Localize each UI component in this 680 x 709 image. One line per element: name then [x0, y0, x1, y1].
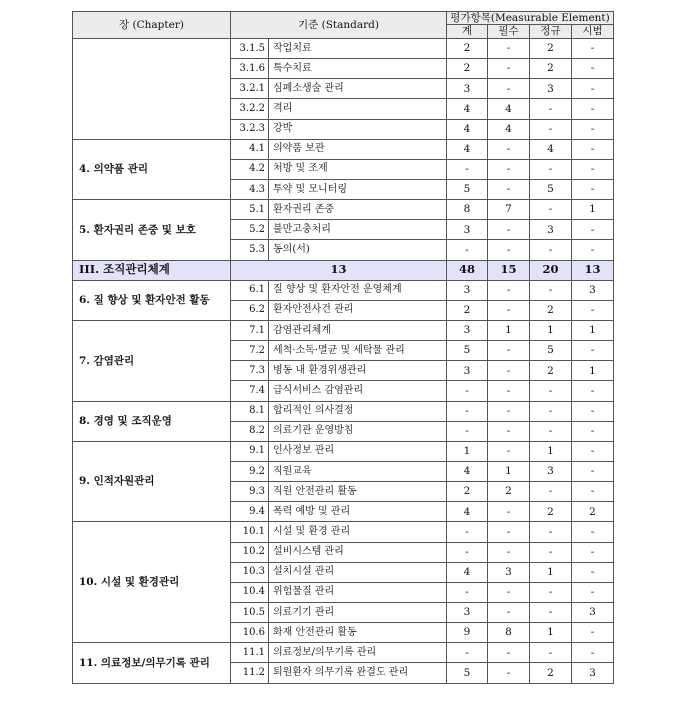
value-pilot: -	[572, 401, 614, 421]
value-total: -	[447, 381, 488, 401]
standard-code: 5.2	[231, 220, 269, 240]
standard-code: 10.1	[231, 522, 269, 542]
value-required: -	[488, 643, 530, 663]
value-total: 4	[447, 502, 488, 522]
value-regular: 3	[530, 79, 572, 99]
table-row	[73, 441, 614, 461]
value-required: 4	[488, 99, 530, 119]
standard-name: 위험물질 관리	[269, 582, 447, 602]
value-regular: -	[530, 582, 572, 602]
value-regular: -	[530, 240, 572, 260]
value-pilot: 2	[572, 502, 614, 522]
value-pilot: -	[572, 522, 614, 542]
value-required: -	[488, 421, 530, 441]
standard-code: 3.1.6	[231, 59, 269, 79]
standard-name: 설치시설 관리	[269, 562, 447, 582]
value-pilot: -	[572, 39, 614, 59]
value-total: 1	[447, 441, 488, 461]
value-total: 9	[447, 623, 488, 643]
value-total: 4	[447, 461, 488, 481]
standard-code: 3.2.3	[231, 119, 269, 139]
standard-code: 8.1	[231, 401, 269, 421]
standard-name: 의약품 보관	[269, 139, 447, 159]
value-regular: -	[530, 401, 572, 421]
standard-name: 작업치료	[269, 39, 447, 59]
standard-name: 불만고충처리	[269, 220, 447, 240]
value-pilot: -	[572, 300, 614, 320]
value-regular: 2	[530, 300, 572, 320]
standard-code: 9.4	[231, 502, 269, 522]
value-total: -	[447, 159, 488, 179]
value-regular: 2	[530, 59, 572, 79]
standard-name: 직원교육	[269, 461, 447, 481]
section-row	[73, 260, 614, 280]
standard-name: 환자안전사건 관리	[269, 300, 447, 320]
section-value: 13	[572, 260, 614, 280]
section-standard-count: 13	[231, 260, 447, 280]
value-total: 5	[447, 179, 488, 199]
value-required: -	[488, 663, 530, 683]
table-row	[73, 401, 614, 421]
section-value: 20	[530, 260, 572, 280]
value-pilot: -	[572, 179, 614, 199]
value-required: -	[488, 542, 530, 562]
value-pilot: -	[572, 582, 614, 602]
value-required: -	[488, 159, 530, 179]
standard-name: 세척·소독·멸균 및 세탁물 관리	[269, 341, 447, 361]
table-row	[73, 522, 614, 542]
standard-name: 감염관리체계	[269, 320, 447, 340]
table-row	[73, 200, 614, 220]
standard-code: 3.1.5	[231, 39, 269, 59]
value-pilot: -	[572, 381, 614, 401]
value-pilot: -	[572, 240, 614, 260]
section-title: III. 조직관리체계	[73, 260, 231, 280]
value-regular: 1	[530, 562, 572, 582]
table-row	[73, 320, 614, 340]
section-value: 15	[488, 260, 530, 280]
standard-code: 9.1	[231, 441, 269, 461]
value-regular: 5	[530, 341, 572, 361]
value-pilot: -	[572, 542, 614, 562]
standard-code: 9.2	[231, 461, 269, 481]
header-pilot: 시범	[572, 25, 614, 39]
standard-code: 3.2.2	[231, 99, 269, 119]
value-total: 2	[447, 482, 488, 502]
value-total: 3	[447, 79, 488, 99]
standard-name: 의료기기 관리	[269, 602, 447, 622]
value-pilot: -	[572, 59, 614, 79]
standard-name: 투약 및 모니터링	[269, 179, 447, 199]
table-row	[73, 39, 614, 59]
standard-name: 화재 안전관리 활동	[269, 623, 447, 643]
standard-code: 4.3	[231, 179, 269, 199]
standard-code: 8.2	[231, 421, 269, 441]
standard-code: 10.4	[231, 582, 269, 602]
value-regular: 1	[530, 623, 572, 643]
value-pilot: -	[572, 139, 614, 159]
standard-code: 6.1	[231, 280, 269, 300]
value-total: 5	[447, 663, 488, 683]
value-regular: -	[530, 482, 572, 502]
value-total: 4	[447, 119, 488, 139]
standard-name: 합리적인 의사결정	[269, 401, 447, 421]
value-required: 1	[488, 461, 530, 481]
table-row	[73, 280, 614, 300]
standard-code: 7.4	[231, 381, 269, 401]
standard-name: 설비시스템 관리	[269, 542, 447, 562]
value-required: 1	[488, 320, 530, 340]
standard-code: 7.1	[231, 320, 269, 340]
standard-name: 특수치료	[269, 59, 447, 79]
value-required: -	[488, 341, 530, 361]
value-total: 8	[447, 200, 488, 220]
value-total: 4	[447, 562, 488, 582]
value-regular: -	[530, 421, 572, 441]
value-required: -	[488, 502, 530, 522]
value-regular: -	[530, 522, 572, 542]
value-regular: -	[530, 280, 572, 300]
value-pilot: -	[572, 421, 614, 441]
standard-name: 질 향상 및 환자안전 운영체계	[269, 280, 447, 300]
chapter-cell-continued	[73, 39, 231, 140]
value-required: 2	[488, 482, 530, 502]
value-pilot: 1	[572, 200, 614, 220]
chapter-cell: 9. 인적자원관리	[73, 441, 231, 522]
chapter-cell: 10. 시설 및 환경관리	[73, 522, 231, 643]
chapter-cell: 11. 의료정보/의무기록 관리	[73, 643, 231, 683]
header-row-1	[73, 12, 614, 25]
table-row	[73, 139, 614, 159]
value-regular: 1	[530, 320, 572, 340]
value-pilot: -	[572, 99, 614, 119]
standard-code: 10.2	[231, 542, 269, 562]
chapter-cell: 6. 질 향상 및 환자안전 활동	[73, 280, 231, 320]
value-total: 4	[447, 139, 488, 159]
value-required: -	[488, 361, 530, 381]
header-chapter: 장 (Chapter)	[73, 12, 231, 39]
value-total: -	[447, 542, 488, 562]
value-regular: 3	[530, 220, 572, 240]
value-required: 3	[488, 562, 530, 582]
value-regular: -	[530, 200, 572, 220]
standard-name: 폭력 예방 및 관리	[269, 502, 447, 522]
value-pilot: -	[572, 341, 614, 361]
standard-code: 9.3	[231, 482, 269, 502]
value-pilot: 3	[572, 602, 614, 622]
value-required: -	[488, 441, 530, 461]
value-regular: -	[530, 159, 572, 179]
standard-name: 동의(서)	[269, 240, 447, 260]
chapter-cell: 5. 환자권리 존중 및 보호	[73, 200, 231, 260]
value-pilot: -	[572, 119, 614, 139]
standard-name: 의료정보/의무기록 관리	[269, 643, 447, 663]
standard-name: 처방 및 조제	[269, 159, 447, 179]
value-pilot: 3	[572, 663, 614, 683]
value-pilot: 1	[572, 320, 614, 340]
standard-name: 인사정보 관리	[269, 441, 447, 461]
value-pilot: -	[572, 643, 614, 663]
value-regular: 4	[530, 139, 572, 159]
value-required: -	[488, 59, 530, 79]
value-pilot: -	[572, 159, 614, 179]
standard-name: 시설 및 환경 관리	[269, 522, 447, 542]
value-required: -	[488, 401, 530, 421]
value-required: -	[488, 220, 530, 240]
chapter-cell: 7. 감염관리	[73, 320, 231, 401]
value-total: -	[447, 522, 488, 542]
standard-name: 퇴원환자 의무기록 완결도 관리	[269, 663, 447, 683]
standard-code: 7.2	[231, 341, 269, 361]
value-required: -	[488, 179, 530, 199]
value-pilot: -	[572, 562, 614, 582]
value-pilot: -	[572, 441, 614, 461]
value-pilot: -	[572, 461, 614, 481]
header-total: 계	[447, 25, 488, 39]
value-regular: -	[530, 643, 572, 663]
standard-code: 7.3	[231, 361, 269, 381]
value-total: 3	[447, 280, 488, 300]
value-required: -	[488, 280, 530, 300]
value-regular: 2	[530, 39, 572, 59]
value-required: 4	[488, 119, 530, 139]
value-pilot: -	[572, 220, 614, 240]
standard-code: 10.5	[231, 602, 269, 622]
standard-code: 3.2.1	[231, 79, 269, 99]
value-total: 3	[447, 320, 488, 340]
standard-name: 강박	[269, 119, 447, 139]
value-total: -	[447, 240, 488, 260]
value-pilot: -	[572, 482, 614, 502]
header-measurable: 평가항목(Measurable Element)	[447, 12, 614, 25]
value-regular: -	[530, 119, 572, 139]
section-value: 48	[447, 260, 488, 280]
header-required: 필수	[488, 25, 530, 39]
standards-table	[72, 11, 614, 684]
value-pilot: 1	[572, 361, 614, 381]
standard-code: 10.3	[231, 562, 269, 582]
standard-code: 4.2	[231, 159, 269, 179]
value-regular: 2	[530, 663, 572, 683]
standard-name: 환자권리 존중	[269, 200, 447, 220]
value-regular: 3	[530, 461, 572, 481]
value-total: -	[447, 421, 488, 441]
standard-name: 의료기관 운영방침	[269, 421, 447, 441]
value-required: -	[488, 381, 530, 401]
value-total: 3	[447, 220, 488, 240]
value-pilot: -	[572, 79, 614, 99]
value-regular: -	[530, 99, 572, 119]
standard-name: 병동 내 환경위생관리	[269, 361, 447, 381]
value-regular: -	[530, 602, 572, 622]
value-required: -	[488, 522, 530, 542]
standard-code: 11.1	[231, 643, 269, 663]
header-standard: 기준 (Standard)	[231, 12, 447, 39]
value-required: -	[488, 240, 530, 260]
value-total: 3	[447, 602, 488, 622]
value-required: -	[488, 39, 530, 59]
value-required: -	[488, 79, 530, 99]
standard-code: 4.1	[231, 139, 269, 159]
value-total: -	[447, 401, 488, 421]
value-total: 5	[447, 341, 488, 361]
standard-code: 11.2	[231, 663, 269, 683]
standard-code: 6.2	[231, 300, 269, 320]
standard-code: 5.1	[231, 200, 269, 220]
standard-code: 5.3	[231, 240, 269, 260]
standard-name: 심폐소생술 관리	[269, 79, 447, 99]
value-regular: -	[530, 542, 572, 562]
header-regular: 정규	[530, 25, 572, 39]
value-regular: 2	[530, 361, 572, 381]
value-regular: 1	[530, 441, 572, 461]
value-required: 7	[488, 200, 530, 220]
value-total: 2	[447, 39, 488, 59]
value-required: -	[488, 139, 530, 159]
value-required: 8	[488, 623, 530, 643]
value-total: -	[447, 643, 488, 663]
value-total: 4	[447, 99, 488, 119]
table-body	[73, 12, 614, 684]
value-total: 3	[447, 361, 488, 381]
value-regular: 2	[530, 502, 572, 522]
standard-name: 급식서비스 감염관리	[269, 381, 447, 401]
value-regular: 5	[530, 179, 572, 199]
value-required: -	[488, 602, 530, 622]
value-pilot: -	[572, 623, 614, 643]
chapter-cell: 8. 경영 및 조직운영	[73, 401, 231, 441]
value-total: 2	[447, 300, 488, 320]
value-regular: -	[530, 381, 572, 401]
value-total: -	[447, 582, 488, 602]
chapter-cell: 4. 의약품 관리	[73, 139, 231, 199]
standard-name: 직원 안전관리 활동	[269, 482, 447, 502]
value-total: 2	[447, 59, 488, 79]
value-required: -	[488, 582, 530, 602]
standard-name: 격리	[269, 99, 447, 119]
value-pilot: 3	[572, 280, 614, 300]
standard-code: 10.6	[231, 623, 269, 643]
value-required: -	[488, 300, 530, 320]
table-row	[73, 643, 614, 663]
